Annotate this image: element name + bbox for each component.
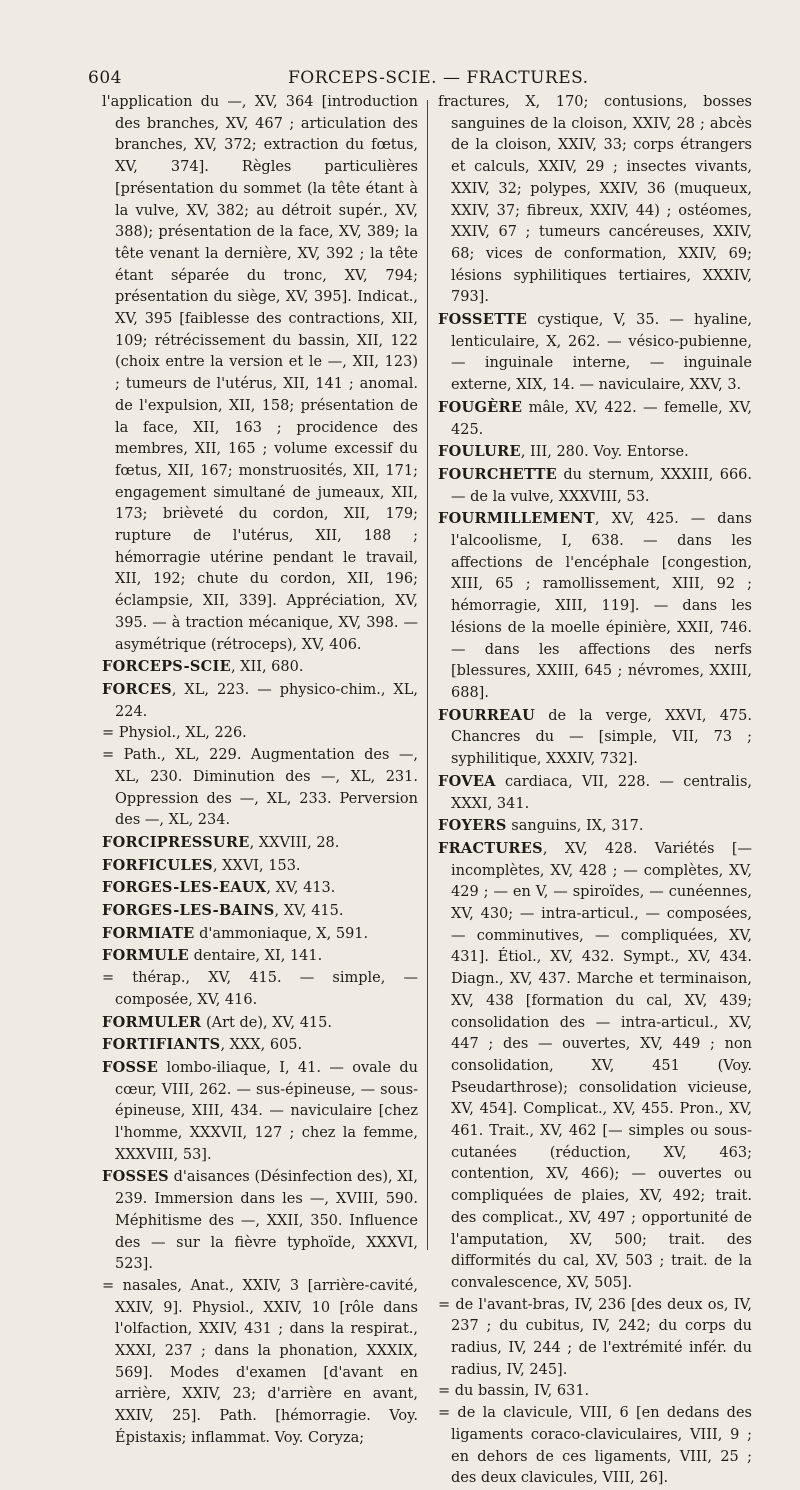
entry-text: cystique, V, 35. — hyaline, lenticulaire, X, 262. — vésico-pubienne, — inguinale interne, — inguinale externe, XIX, 14. — naviculaire, XXV, 3.	[451, 312, 752, 394]
page-number: 604	[88, 68, 122, 88]
index-entry	[102, 1166, 418, 1276]
entry-text: , XXVIII, 28.	[249, 834, 340, 851]
index-entry	[102, 723, 418, 745]
entry-headword: FOUGÈRE	[438, 398, 523, 416]
entry-text: dentaire, XI, 141.	[189, 948, 323, 965]
index-entry	[102, 923, 418, 946]
entry-headword: FOURCHETTE	[438, 465, 558, 483]
entry-headword: FOSSES	[102, 1168, 169, 1186]
index-entry	[438, 771, 752, 815]
index-entry	[102, 1276, 418, 1450]
running-title: FORCEPS-SCIE. — FRACTURES.	[288, 68, 589, 88]
index-entry	[438, 815, 752, 838]
entry-headword: FOVEA	[438, 772, 496, 790]
index-entry	[102, 1057, 418, 1167]
page-header	[88, 68, 768, 94]
entry-text: = de la clavicule, VIII, 6 [en dedans des ligaments coraco-claviculaires, VIII, 9 ; en dehors de ces ligaments, VIII, 25 ; des deux clavicules, VIII, 26].	[438, 1405, 752, 1487]
index-entry	[102, 945, 418, 968]
entry-headword: FORMIATE	[102, 924, 195, 942]
entry-headword: FOYERS	[438, 817, 507, 835]
index-entry	[438, 1381, 752, 1403]
entry-text: , XV, 425. — dans l'alcoolisme, I, 638. — dans les affections de l'encéphale [congestion, XIII, 65 ; ramollissement, XIII, 92 ; hémorragie, XIII, 119]. — dans les lésions de la moelle épinière, XXII, 746. — dans les affections des nerfs [blessures, XXIII, 645 ; névromes, XXIII, 688].	[451, 511, 752, 701]
entry-text: , XV, 428. Variétés [— incomplètes, XV, 428 ; — complètes, XV, 429 ; — en V, — spiroïdes, — cunéennes, XV, 430; — intra-articul., — composées, — comminutives, — compliquées, XV, 431]. Étiol., XV, 432. Sympt., XV, 434. Diagn., XV, 437. Marche et terminaison, XV, 438 [formation du cal, XV, 439; consolidation des — intra-articul., XV, 447 ; des — ouvertes, XV, 449 ; non consolidation, XV, 451 (Voy. Pseudarthrose); consolidation vicieuse, XV, 454]. Complicat., XV, 455. Pron., XV, 461. Trait., XV, 462 [— simples ou sous-cutanées (réduction, XV, 463; contention, XV, 466); — ouvertes ou compliquées de plaies, XV, 492; trait. des complicat., XV, 497 ; opportunité de l'amputation, XV, 500; trait. des difformités du cal, XV, 503 ; trait. de la convalescence, XV, 505].	[451, 840, 752, 1291]
entry-text: , XXVI, 153.	[212, 857, 301, 874]
entry-text: cardiaca, VII, 228. — centralis, XXXI, 341.	[451, 773, 752, 812]
entry-headword: FOULURE	[438, 443, 521, 461]
entry-text: = Physiol., XL, 226.	[102, 725, 247, 742]
index-entry	[102, 1034, 418, 1057]
entry-headword: FORGES-LES-BAINS	[102, 902, 275, 920]
index-entry	[438, 441, 752, 464]
entry-headword: FORTIFIANTS	[102, 1036, 221, 1054]
index-entry	[438, 838, 752, 1295]
index-entry	[438, 92, 752, 309]
entry-text: lombo-iliaque, I, 41. — ovale du cœur, VIII, 262. — sus-épineuse, — sous-épineuse, XIII, 434. — naviculaire [chez l'homme, XXXVII, 127 ; chez la femme, XXXVIII, 53].	[115, 1059, 418, 1163]
entry-text: d'ammoniaque, X, 591.	[194, 925, 369, 942]
entry-text: (Art de), XV, 415.	[201, 1014, 332, 1031]
entry-headword: FORMULE	[102, 947, 190, 965]
left-column	[102, 92, 418, 1446]
entry-headword: FOSSE	[102, 1058, 159, 1076]
entry-headword: FOURMILLEMENT	[438, 510, 595, 528]
entry-text: = nasales, Anat., XXIV, 3 [arrière-cavité, XXIV, 9]. Physiol., XXIV, 10 [rôle dans l'olfaction, XXIV, 431 ; dans la respirat., XXXI, 237 ; dans la phonation, XXXIX, 569]. Modes d'examen [d'avant en arrière, XXIV, 23; d'arrière en avant, XXIV, 25]. Path. [hémorragie. Voy. Épistaxis; inflammat. Voy. Coryza;	[102, 1277, 418, 1446]
index-entry	[102, 900, 418, 923]
entry-text: sanguins, IX, 317.	[506, 818, 644, 835]
index-entry	[438, 508, 752, 704]
entry-headword: FORCES	[102, 680, 172, 698]
index-entry	[438, 397, 752, 441]
index-entry	[102, 656, 418, 679]
entry-text: = thérap., XV, 415. — simple, — composée, XV, 416.	[102, 970, 418, 1008]
column-divider	[427, 100, 428, 1250]
entry-text: d'aisances (Désinfection des), XI, 239. Immersion dans les —, XVIII, 590. Méphitisme des —, XXII, 350. Influence des — sur la fièvre typhoïde, XXXVI, 523].	[115, 1169, 418, 1273]
entry-text: , XV, 413.	[266, 880, 336, 897]
index-entry	[438, 1403, 752, 1490]
entry-headword: FORCEPS-SCIE	[102, 658, 231, 676]
index-entry	[102, 855, 418, 878]
entry-text: l'application du —, XV, 364 [introduction des branches, XV, 467 ; articulation des branches, XV, 372; extraction du fœtus, XV, 374]. Règles particulières [présentation du sommet (la tête étant à la vulve, XV, 382; au détroit supér., XV, 388); présentation de la face, XV, 389; la tête venant la dernière, XV, 392 ; la tête étant séparée du tronc, XV, 794; présentation du siège, XV, 395]. Indicat., XV, 395 [faiblesse des contractions, XII, 109; rétrécissement du bassin, XII, 122 (choix entre la version et le —, XII, 123) ; tumeurs de l'utérus, XII, 141 ; anomal. de l'expulsion, XII, 158; présentation de la face, XII, 163 ; procidence des membres, XII, 165 ; volume excessif du fœtus, XII, 167; monstruosités, XII, 171; engagement simultané de jumeaux, XII, 173; brièveté du cordon, XII, 179; rupture de l'utérus, XII, 188 ; hémorragie utérine pendant le travail, XII, 192; chute du cordon, XII, 196; éclampsie, XII, 339]. Appréciation, XV, 395. — à traction mécanique, XV, 398. — asymétrique (rétroceps), XV, 406.	[102, 94, 418, 653]
entry-text: de la verge, XXVI, 475. Chancres du — [simple, VII, 73 ; syphilitique, XXXIV, 732].	[451, 707, 752, 768]
entry-text: , III, 280. Voy. Entorse.	[520, 444, 689, 461]
index-entry	[438, 464, 752, 508]
index-entry	[438, 705, 752, 771]
entry-headword: FORMULER	[102, 1013, 202, 1031]
entry-text: , XXX, 605.	[220, 1037, 303, 1054]
entry-headword: FRACTURES	[438, 839, 543, 857]
index-entry	[102, 877, 418, 900]
entry-headword: FORCIPRESSURE	[102, 833, 250, 851]
entry-headword: FORFICULES	[102, 856, 213, 874]
right-column	[438, 92, 752, 1487]
entry-headword: FOURREAU	[438, 706, 536, 724]
index-entry	[102, 968, 418, 1011]
entry-text: , XII, 680.	[230, 659, 304, 676]
entry-text: = Path., XL, 229. Augmentation des —, XL, 230. Diminution des —, XL, 231. Oppression des —, XL, 233. Perversion des —, XL, 234.	[102, 747, 418, 829]
index-entry	[102, 679, 418, 723]
entry-text: , XL, 223. — physico-chim., XL, 224.	[115, 681, 418, 720]
entry-text: du sternum, XXXIII, 666. — de la vulve, XXXVIII, 53.	[451, 466, 752, 505]
index-entry	[102, 745, 418, 832]
index-entry	[102, 92, 418, 656]
index-entry	[102, 1012, 418, 1035]
entry-headword: FOSSETTE	[438, 311, 528, 329]
entry-text: = de l'avant-bras, IV, 236 [des deux os, IV, 237 ; du cubitus, IV, 242; du corps du radius, IV, 244 ; de l'extrémité infér. du radius, IV, 245].	[438, 1296, 752, 1378]
index-entry	[438, 309, 752, 397]
entry-text: , XV, 415.	[274, 903, 344, 920]
index-entry	[102, 832, 418, 855]
entry-text: fractures, X, 170; contusions, bosses sanguines de la cloison, XXIV, 28 ; abcès de la cloison, XXIV, 33; corps étrangers et calculs, XXIV, 29 ; insectes vivants, XXIV, 32; polypes, XXIV, 36 (muqueux, XXIV, 37; fibreux, XXIV, 44) ; ostéomes, XXIV, 67 ; tumeurs cancéreuses, XXIV, 68; vices de conformation, XXIV, 69; lésions syphilitiques tertiaires, XXXIV, 793].	[438, 94, 752, 306]
entry-text: mâle, XV, 422. — femelle, XV, 425.	[451, 399, 752, 438]
entry-text: = du bassin, IV, 631.	[438, 1383, 590, 1400]
index-entry	[438, 1295, 752, 1382]
entry-headword: FORGES-LES-EAUX	[102, 879, 267, 897]
